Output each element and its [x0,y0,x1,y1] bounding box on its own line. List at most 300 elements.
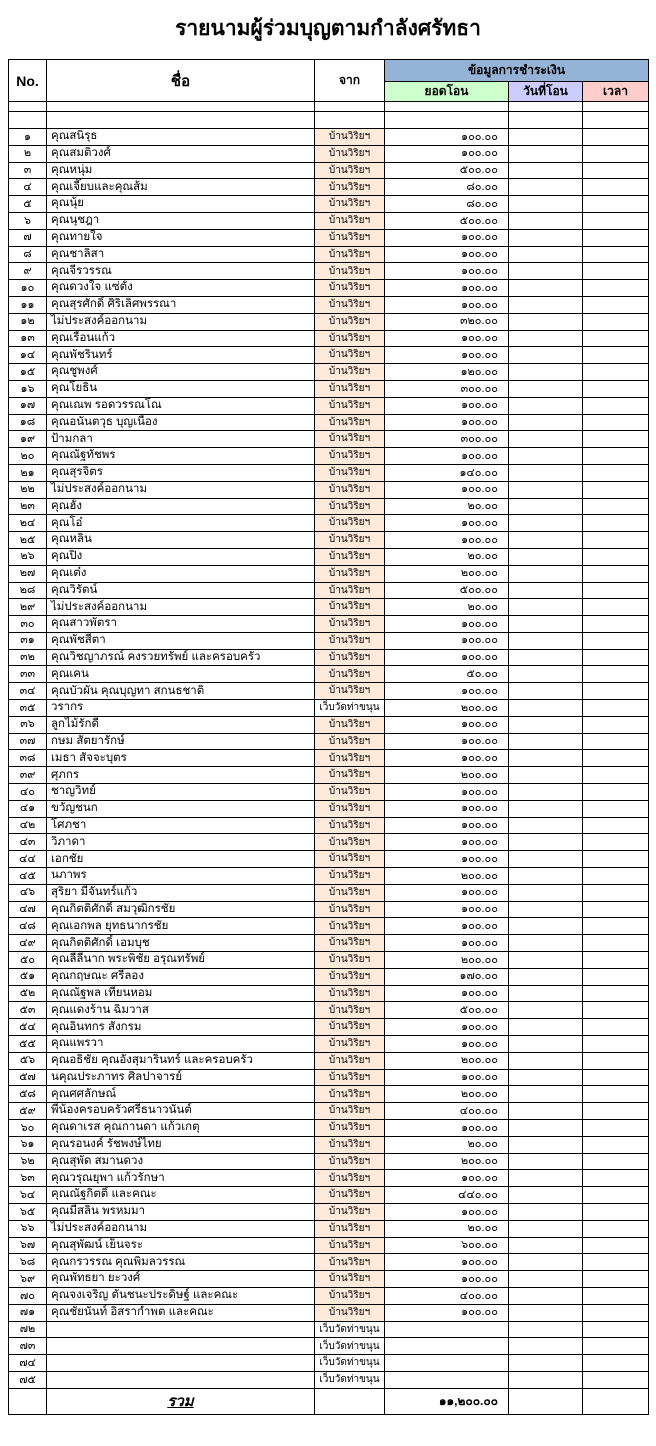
cell-date [509,515,583,532]
header-from: จาก [315,60,385,102]
cell-no: ๒๓ [9,498,47,515]
cell-amount: ๒๐.๐๐ [385,1220,509,1237]
cell-date [509,1103,583,1120]
cell-from: บ้านวิริยฯ [315,1304,385,1321]
cell-date [509,464,583,481]
cell-date [509,767,583,784]
cell-date [509,1237,583,1254]
cell-time [583,599,649,616]
cell-no: ๔๙ [9,935,47,952]
cell-no: ๕๘ [9,1086,47,1103]
table-row [9,800,649,817]
cell-date [509,632,583,649]
cell-no: ๑๙ [9,431,47,448]
cell-date [509,1019,583,1036]
cell-time [583,1019,649,1036]
cell-name: คุณสาวพัตรา [47,616,315,633]
table-row [9,868,649,885]
cell-amount: ๑๐๐.๐๐ [385,918,509,935]
cell-date [509,397,583,414]
cell-name: ขวัญชนก [47,800,315,817]
table-row [9,1321,649,1338]
cell-amount: ๑๐๐.๐๐ [385,834,509,851]
cell-time [583,414,649,431]
cell-from: บ้านวิริยฯ [315,750,385,767]
cell-name: คุณนุ้ย [47,196,315,213]
table-row [9,817,649,834]
cell-no: ๓๙ [9,767,47,784]
cell-from: บ้านวิริยฯ [315,515,385,532]
cell-from: บ้านวิริยฯ [315,1052,385,1069]
table-row [9,918,649,935]
cell-name [47,1338,315,1355]
cell-from: บ้านวิริยฯ [315,901,385,918]
cell-time [583,1052,649,1069]
cell-no: ๖๐ [9,1120,47,1137]
cell-time [583,800,649,817]
cell-name: คุณอินทกร สังกรม [47,1019,315,1036]
cell-amount: ๒๐๐.๐๐ [385,1052,509,1069]
cell-no: ๖๘ [9,1254,47,1271]
cell-name [47,1355,315,1372]
cell-time [583,145,649,162]
cell-no: ๖๒ [9,1153,47,1170]
cell-date [509,364,583,381]
table-row [9,448,649,465]
cell-amount: ๕๐๐.๐๐ [385,582,509,599]
cell-date [509,968,583,985]
total-from-cell [315,1388,385,1414]
table-row [9,414,649,431]
cell-time [583,1036,649,1053]
table-row [9,834,649,851]
cell-name: คุณฮั้ง [47,498,315,515]
cell-no: ๗๓ [9,1338,47,1355]
table-row [9,700,649,717]
cell-no: ๕ [9,196,47,213]
cell-date [509,498,583,515]
cell-name: คุณสุพัฒน์ เย็นจระ [47,1237,315,1254]
cell-date [509,532,583,549]
cell-no: ๕๔ [9,1019,47,1036]
cell-amount: ๑๐๐.๐๐ [385,817,509,834]
header-row-top [9,60,649,82]
cell-amount: ๑๒๐.๐๐ [385,364,509,381]
cell-time [583,330,649,347]
cell-from: บ้านวิริยฯ [315,464,385,481]
cell-name: ป้ามกลา [47,431,315,448]
cell-time [583,1002,649,1019]
cell-name: เอกชัย [47,851,315,868]
cell-date [509,1086,583,1103]
cell-from: บ้านวิริยฯ [315,985,385,1002]
cell-time [583,616,649,633]
cell-amount: ๑๐๐.๐๐ [385,296,509,313]
cell-amount: ๑๐๐.๐๐ [385,481,509,498]
cell-amount: ๕๐๐.๐๐ [385,1002,509,1019]
cell-name: คุณจงเจริญ ตันชนะประดิษฐ์ และคณะ [47,1287,315,1304]
cell-no: ๕๗ [9,1069,47,1086]
table-row [9,632,649,649]
table-row [9,128,649,145]
cell-no: ๑๘ [9,414,47,431]
table-row [9,716,649,733]
table-row [9,750,649,767]
cell-from: บ้านวิริยฯ [315,498,385,515]
cell-amount: ๑๐๐.๐๐ [385,128,509,145]
cell-name: คุณศศลักษณ์ [47,1086,315,1103]
cell-name: คุณกิตติศักดิ์ เอมบุช [47,935,315,952]
cell-time [583,1086,649,1103]
cell-from: บ้านวิริยฯ [315,1069,385,1086]
table-row [9,330,649,347]
cell-date [509,1120,583,1137]
table-row [9,246,649,263]
cell-from: บ้านวิริยฯ [315,548,385,565]
cell-from: บ้านวิริยฯ [315,162,385,179]
cell-from: บ้านวิริยฯ [315,616,385,633]
cell-no: ๓๖ [9,716,47,733]
cell-amount: ๑๔๐.๐๐ [385,464,509,481]
cell-date [509,548,583,565]
cell-amount: ๒๐๐.๐๐ [385,1086,509,1103]
cell-name: คุณโยธิน [47,380,315,397]
cell-date [509,380,583,397]
table-row [9,212,649,229]
cell-from: บ้านวิริยฯ [315,229,385,246]
cell-date [509,179,583,196]
table-row [9,1237,649,1254]
cell-time [583,397,649,414]
cell-date [509,1136,583,1153]
cell-time [583,296,649,313]
cell-from: บ้านวิริยฯ [315,145,385,162]
cell-time [583,380,649,397]
cell-date [509,616,583,633]
cell-time [583,884,649,901]
cell-no: ๒๑ [9,464,47,481]
table-row [9,498,649,515]
table-row [9,1304,649,1321]
table-row [9,1120,649,1137]
cell-time [583,901,649,918]
cell-time [583,128,649,145]
cell-time [583,1203,649,1220]
cell-amount: ๑๐๐.๐๐ [385,716,509,733]
cell-from: เว็บวัดท่าขนุน [315,1321,385,1338]
table-row [9,548,649,565]
cell-from: บ้านวิริยฯ [315,1136,385,1153]
table-row [9,599,649,616]
cell-name: คุณวรุณยุพา แก้วรักษา [47,1170,315,1187]
table-row [9,1254,649,1271]
table-row [9,968,649,985]
cell-date [509,649,583,666]
cell-amount [385,1355,509,1372]
cell-no: ๖๖ [9,1220,47,1237]
cell-date [509,599,583,616]
total-label: รวม [47,1388,315,1414]
cell-name: คุณหนุ่ม [47,162,315,179]
cell-name: วรากร [47,700,315,717]
cell-from: บ้านวิริยฯ [315,364,385,381]
cell-no: ๖๑ [9,1136,47,1153]
table-row [9,1338,649,1355]
cell-amount: ๒๐๐.๐๐ [385,868,509,885]
cell-from: บ้านวิริยฯ [315,767,385,784]
cell-time [583,1170,649,1187]
total-no-cell [9,1388,47,1414]
cell-no: ๓ [9,162,47,179]
cell-date [509,565,583,582]
cell-time [583,112,649,129]
table-row [9,901,649,918]
cell-name: คุณบัวผัน คุณบุญทา สกนธชาติ [47,683,315,700]
cell-time [583,179,649,196]
cell-date [509,700,583,717]
table-row [9,145,649,162]
cell-name: คุณสมติวงศ์ [47,145,315,162]
cell-amount: ๒๐.๐๐ [385,599,509,616]
cell-name: คุณสนิรุธ [47,128,315,145]
cell-from: บ้านวิริยฯ [315,1120,385,1137]
cell-date [509,212,583,229]
cell-name: คุณอนันตวุธ บุญเนื่อง [47,414,315,431]
cell-amount: ๕๐.๐๐ [385,666,509,683]
cell-time [583,464,649,481]
cell-name: คุณสุรจิตร [47,464,315,481]
cell-amount: ๑๐๐.๐๐ [385,515,509,532]
cell-amount: ๑๐๐.๐๐ [385,649,509,666]
cell-amount: ๑๐๐.๐๐ [385,330,509,347]
cell-name: คุณวิชญาภรณ์ คงรวยทรัพย์ และครอบครัว [47,649,315,666]
cell-amount: ๕๐๐.๐๐ [385,212,509,229]
cell-time [583,1371,649,1388]
table-row [9,733,649,750]
cell-date [509,145,583,162]
cell-no: ๕๓ [9,1002,47,1019]
cell-time [583,834,649,851]
header-name: ชื่อ [47,60,315,102]
cell-from: บ้านวิริยฯ [315,649,385,666]
cell-time [583,952,649,969]
total-row [9,1388,649,1414]
cell-no: ๙ [9,263,47,280]
cell-time [583,700,649,717]
cell-time [583,750,649,767]
cell-name: ไม่ประสงค์ออกนาม [47,313,315,330]
cell-name: คุณแดงร้าน ฉิมวาส [47,1002,315,1019]
cell-from: บ้านวิริยฯ [315,1220,385,1237]
header-time: เวลา [583,82,649,102]
cell-from: บ้านวิริยฯ [315,1187,385,1204]
cell-time [583,1355,649,1372]
cell-date [509,296,583,313]
cell-name: ลูกไม้รักดี [47,716,315,733]
cell-date [509,1355,583,1372]
cell-date [509,431,583,448]
table-row [9,1136,649,1153]
cell-date [509,1187,583,1204]
cell-date [509,935,583,952]
cell-no: ๑๗ [9,397,47,414]
cell-amount: ๓๐๐.๐๐ [385,431,509,448]
table-row [9,431,649,448]
cell-amount: ๑๐๐.๐๐ [385,733,509,750]
cell-from: บ้านวิริยฯ [315,1086,385,1103]
cell-time [583,868,649,885]
cell-name: คุณอธิชัย คุณอังสุมารินทร์ และครอบครัว [47,1052,315,1069]
table-row [9,380,649,397]
cell-no: ๗๔ [9,1355,47,1372]
cell-time [583,1271,649,1288]
cell-time [583,1321,649,1338]
cell-date [509,834,583,851]
table-row [9,985,649,1002]
cell-from: บ้านวิริยฯ [315,884,385,901]
cell-no: ๓๗ [9,733,47,750]
cell-name: วิภาดา [47,834,315,851]
cell-amount: ๒๐๐.๐๐ [385,1153,509,1170]
table-row [9,935,649,952]
cell-amount: ๑๐๐.๐๐ [385,616,509,633]
cell-amount: ๒๐๐.๐๐ [385,700,509,717]
cell-name: คุณเคน [47,666,315,683]
cell-amount: ๑๐๐.๐๐ [385,1019,509,1036]
cell-from: บ้านวิริยฯ [315,313,385,330]
cell-from: บ้านวิริยฯ [315,179,385,196]
cell-no: ๑ [9,128,47,145]
table-row [9,851,649,868]
cell-time [583,767,649,784]
table-row [9,179,649,196]
cell-date [509,1170,583,1187]
cell-name: นคุณประภาทร ศิลปาจารย์ [47,1069,315,1086]
cell-time [583,347,649,364]
cell-amount: ๑๐๐.๐๐ [385,851,509,868]
cell-no: ๔๓ [9,834,47,851]
spacer-cell [385,102,509,112]
cell-time [583,1103,649,1120]
cell-from: บ้านวิริยฯ [315,632,385,649]
cell-no: ๒๒ [9,481,47,498]
spacer-cell [509,102,583,112]
cell-amount: ๑๐๐.๐๐ [385,246,509,263]
cell-from: เว็บวัดท่าขนุน [315,700,385,717]
cell-no: ๒ [9,145,47,162]
cell-name: คุณกรวรรณ คุณพิมลวรรณ [47,1254,315,1271]
cell-date [509,666,583,683]
table-row [9,464,649,481]
cell-from: บ้านวิริยฯ [315,397,385,414]
cell-from: บ้านวิริยฯ [315,128,385,145]
cell-from: บ้านวิริยฯ [315,448,385,465]
cell-name: คุณณัฐพล เทียนหอม [47,985,315,1002]
cell-no: ๑๓ [9,330,47,347]
cell-no: ๖๔ [9,1187,47,1204]
cell-time [583,968,649,985]
cell-no: ๑๖ [9,380,47,397]
cell-time [583,196,649,213]
table-row [9,666,649,683]
cell-amount: ๑๐๐.๐๐ [385,347,509,364]
cell-name: คุณชาลิสา [47,246,315,263]
cell-time [583,649,649,666]
cell-time [583,280,649,297]
cell-no: ๔๕ [9,868,47,885]
cell-date [509,1153,583,1170]
cell-from: เว็บวัดท่าขนุน [315,1371,385,1388]
header-no: No. [9,60,47,102]
table-row [9,1355,649,1372]
cell-date [509,1254,583,1271]
cell-time [583,1220,649,1237]
cell-from: บ้านวิริยฯ [315,1271,385,1288]
table-row [9,1052,649,1069]
spacer-row [9,102,649,112]
cell-from: บ้านวิริยฯ [315,330,385,347]
cell-no: ๒๖ [9,548,47,565]
cell-amount: ๑๐๐.๐๐ [385,901,509,918]
cell-no: ๕๑ [9,968,47,985]
cell-date [509,1287,583,1304]
cell-name: ไม่ประสงค์ออกนาม [47,1220,315,1237]
cell-date [509,246,583,263]
cell-no: ๕๖ [9,1052,47,1069]
table-row [9,1002,649,1019]
cell-no: ๑๒ [9,313,47,330]
cell-no: ๓๘ [9,750,47,767]
cell-name: ไม่ประสงค์ออกนาม [47,599,315,616]
cell-date [509,1052,583,1069]
cell-date [509,162,583,179]
cell-amount: ๒๐.๐๐ [385,498,509,515]
cell-no: ๔๒ [9,817,47,834]
table-row [9,1103,649,1120]
cell-time [583,683,649,700]
cell-amount: ๒๐.๐๐ [385,548,509,565]
cell-name [47,1321,315,1338]
cell-date [509,1002,583,1019]
cell-name: คุณชัยนันท์ อิสรากำพต และคณะ [47,1304,315,1321]
table-row [9,263,649,280]
cell-amount: ๑๐๐.๐๐ [385,1120,509,1137]
total-date-cell [509,1388,583,1414]
spacer-cell [47,102,315,112]
cell-name: คุณชูพงศ์ [47,364,315,381]
cell-date [509,851,583,868]
cell-from: บ้านวิริยฯ [315,834,385,851]
table-row [9,364,649,381]
cell-from: บ้านวิริยฯ [315,935,385,952]
cell-date [509,128,583,145]
cell-amount [385,1371,509,1388]
cell-time [583,1304,649,1321]
cell-name: พี่น้องครอบครัวศรีธนาวนันต์ [47,1103,315,1120]
cell-name: เมธา สัจจะบุตร [47,750,315,767]
cell-time [583,448,649,465]
cell-from: บ้านวิริยฯ [315,431,385,448]
cell-time [583,632,649,649]
cell-amount: ๑๐๐.๐๐ [385,532,509,549]
cell-no: ๒๕ [9,532,47,549]
cell-amount: ๕๐๐.๐๐ [385,162,509,179]
cell-date [509,1036,583,1053]
cell-name: ชาญวิทย์ [47,784,315,801]
cell-name: คุณเรือนแก้ว [47,330,315,347]
cell-no: ๖ [9,212,47,229]
table-row [9,616,649,633]
